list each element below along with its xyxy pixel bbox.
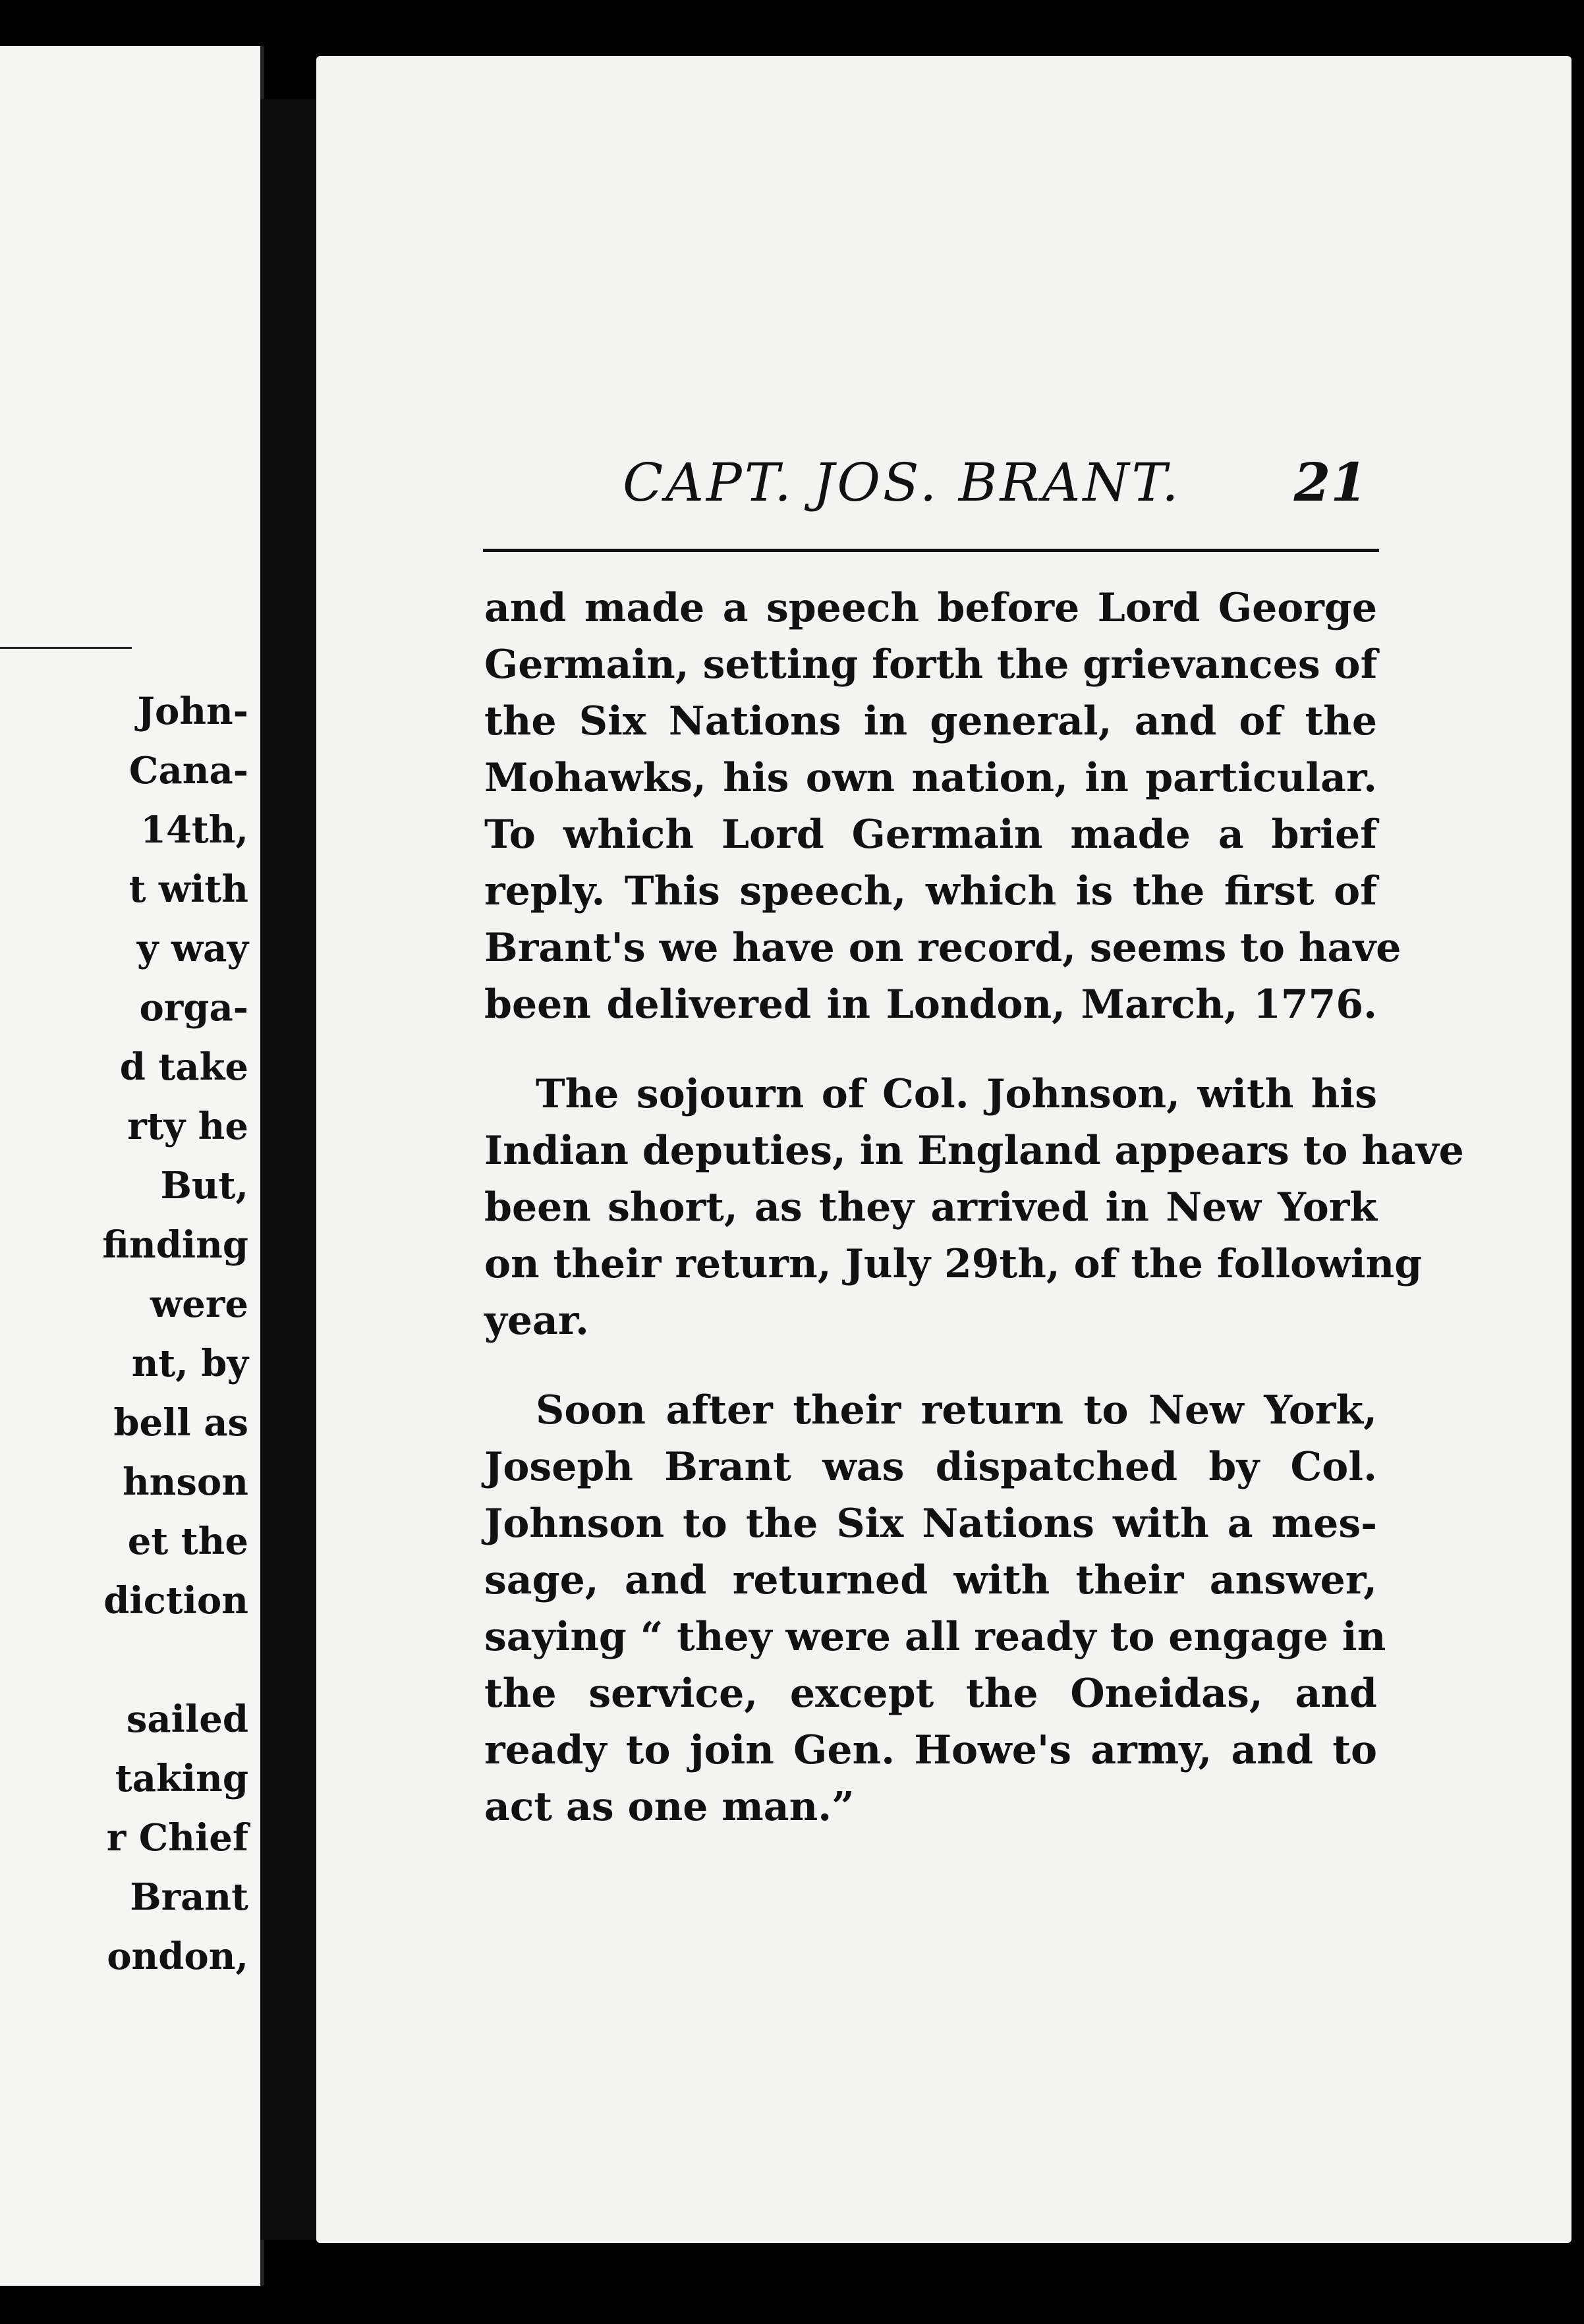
text-line: Indian deputies, in England appears to have bbox=[484, 1128, 1464, 1174]
left-line: hnson bbox=[122, 1460, 248, 1504]
left-page bbox=[0, 46, 264, 2286]
text-line: been delivered in London, March, 1776. bbox=[484, 982, 1377, 1028]
text-line: on their return, July 29th, of the following bbox=[484, 1241, 1423, 1287]
left-line: John- bbox=[137, 690, 248, 733]
left-line: orga- bbox=[139, 986, 248, 1030]
text-line: ready to join Gen. Howe's army, and to bbox=[484, 1727, 1377, 1773]
left-line bbox=[11, 1630, 248, 1690]
text-line: Joseph Brant was dispatched by Col. bbox=[484, 1444, 1377, 1490]
paragraph bbox=[484, 580, 1401, 1033]
running-title: CAPT. JOS. BRANT. bbox=[623, 452, 1181, 513]
text-line: Mohawks, his own nation, in particular. bbox=[484, 755, 1377, 801]
left-line: But, bbox=[160, 1164, 248, 1207]
text-line: To which Lord Germain made a brief bbox=[484, 812, 1377, 858]
left-page-text bbox=[11, 682, 248, 1986]
header-rule bbox=[483, 549, 1379, 552]
text-line: Johnson to the Six Nations with a mes- bbox=[484, 1501, 1377, 1547]
left-line: taking bbox=[115, 1757, 248, 1800]
text-line: year. bbox=[484, 1298, 589, 1344]
body-text bbox=[484, 580, 1464, 1835]
running-head bbox=[623, 451, 1367, 513]
text-line: sage, and returned with their answer, bbox=[484, 1557, 1377, 1603]
left-line: sailed bbox=[126, 1698, 248, 1741]
page-number: 21 bbox=[1293, 451, 1367, 513]
left-line: et the bbox=[127, 1520, 248, 1563]
left-line: finding bbox=[102, 1223, 248, 1267]
left-line: rty he bbox=[127, 1105, 248, 1148]
left-line: d take bbox=[119, 1045, 248, 1089]
text-line: Soon after their return to New York, bbox=[536, 1387, 1377, 1433]
left-line: nt, by bbox=[131, 1342, 248, 1385]
left-line: were bbox=[150, 1283, 248, 1326]
left-line: Cana- bbox=[128, 749, 248, 792]
left-page-rule bbox=[0, 647, 132, 649]
text-line: act as one man.” bbox=[484, 1784, 855, 1830]
left-line: ondon, bbox=[107, 1935, 248, 1978]
left-line: bell as bbox=[113, 1401, 248, 1445]
paragraph-gap bbox=[484, 1349, 1377, 1382]
paragraph bbox=[484, 1382, 1386, 1835]
paragraph bbox=[484, 1066, 1464, 1349]
left-line: y way bbox=[136, 927, 248, 970]
text-line: The sojourn of Col. Johnson, with his bbox=[536, 1071, 1377, 1117]
left-line: diction bbox=[103, 1579, 248, 1622]
paragraph-gap bbox=[484, 1033, 1377, 1066]
text-line: reply. This speech, which is the first of bbox=[484, 868, 1377, 914]
text-line: the Six Nations in general, and of the bbox=[484, 698, 1377, 744]
text-line: Germain, setting forth the grievances of bbox=[484, 642, 1378, 688]
left-line: t with bbox=[128, 868, 248, 911]
left-line: Brant bbox=[130, 1875, 248, 1919]
text-line: been short, as they arrived in New York bbox=[484, 1184, 1377, 1231]
text-line: Brant's we have on record, seems to have bbox=[484, 925, 1401, 971]
left-line: 14th, bbox=[140, 808, 248, 852]
text-line: the service, except the Oneidas, and bbox=[484, 1671, 1377, 1717]
left-line: r Chief bbox=[106, 1816, 248, 1860]
text-line: and made a speech before Lord George bbox=[484, 585, 1377, 631]
text-line: saying “ they were all ready to engage in bbox=[484, 1614, 1386, 1660]
